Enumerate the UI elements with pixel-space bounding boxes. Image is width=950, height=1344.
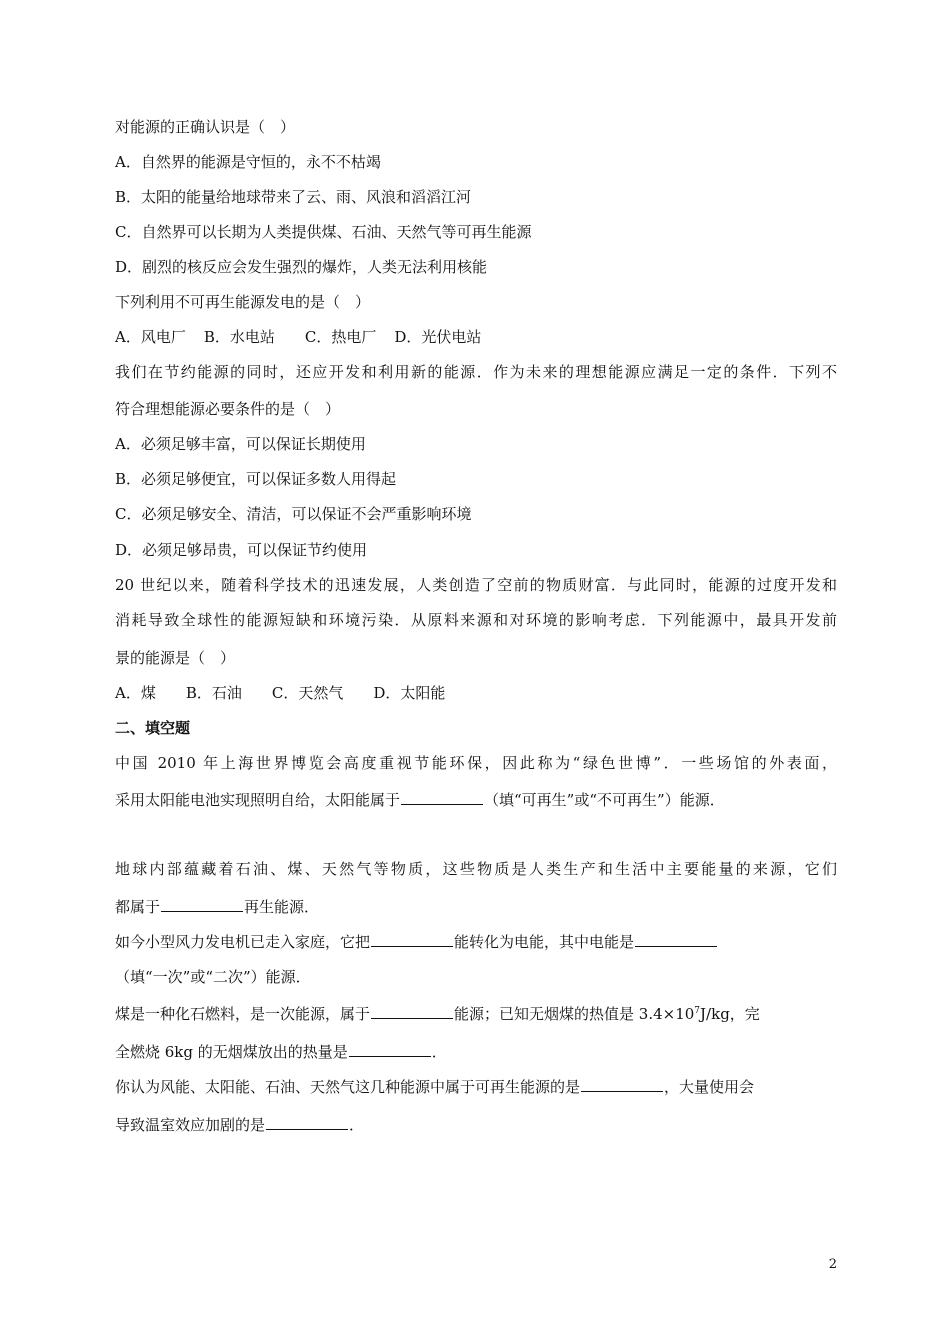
q2-options — [115, 327, 481, 347]
q4-option-d: D．太阳能 — [373, 684, 446, 702]
f2-line2: 都属于 再生能源． — [115, 898, 320, 916]
q2-option-d: D．光伏电站 — [394, 328, 482, 346]
answer-blank — [349, 1042, 431, 1057]
q1-option-a: A．自然界的能源是守恒的，永不不枯竭 — [115, 153, 381, 171]
q3-option-b: B．必须足够便宜，可以保证多数人用得起 — [115, 470, 397, 488]
q4-option-b: B．石油 — [185, 684, 242, 702]
q1-option-b: B．太阳的能量给地球带来了云、雨、风浪和滔滔江河 — [115, 188, 472, 206]
answer-blank — [581, 1077, 663, 1092]
q4-stem-line1: 20 世纪以来，随着科学技术的迅速发展，人类创造了空前的物质财富．与此同时，能源的过度开发和 — [115, 576, 837, 594]
q1-option-d: D．剧烈的核反应会发生强烈的爆炸，人类无法利用核能 — [115, 258, 488, 276]
f2-line1: 地球内部蕴藏着石油、煤、天然气等物质，这些物质是人类生产和生活中主要能量的来源，它们 — [115, 860, 837, 878]
q1-option-c: C．自然界可以长期为人类提供煤、石油、天然气等可再生能源 — [115, 223, 532, 241]
answer-blank — [161, 897, 243, 912]
f5-line1: 你认为风能、太阳能、石油、天然气这几种能源中属于可再生能源的是 ，大量使用会 — [115, 1078, 755, 1096]
q3-stem-line1: 我们在节约能源的同时，还应开发和利用新的能源．作为未来的理想能源应满足一定的条件．下列不 — [115, 363, 837, 381]
f4-line1: 煤是一种化石燃料，是一次能源，属于 能源；已知无烟煤的热值是 $3.4\times 10^7J/kg$，完 — [115, 1005, 760, 1023]
answer-blank — [266, 1115, 348, 1130]
q2-option-c: C．热电厂 — [304, 328, 377, 346]
f1-line2: 采用太阳能电池实现照明自给，太阳能属于 （填“可再生”或“不可再生”）能源． — [115, 791, 725, 809]
q2-stem: 下列利用不可再生能源发电的是（ ） — [115, 293, 371, 311]
f3-line1: 如今小型风力发电机已走入家庭，它把 能转化为电能，其中电能是 — [115, 932, 718, 952]
f1-line1: 中国 2010 年上海世界博览会高度重视节能环保，因此称为“绿色世博”．一些场馆的外表面， — [115, 754, 837, 772]
answer-blank — [371, 932, 453, 947]
f5-line2: 导致温室效应加剧的是 ． — [115, 1116, 365, 1134]
q4-option-a: A．煤 — [115, 684, 156, 702]
q4-options — [115, 683, 445, 703]
q3-option-a: A．必须足够丰富，可以保证长期使用 — [115, 435, 366, 453]
f4-line2: 全燃烧 6kg 的无烟煤放出的热量是 ． — [115, 1043, 447, 1061]
q4-option-c: C．天然气 — [271, 684, 344, 702]
answer-blank — [635, 932, 717, 947]
page-number: 2 — [828, 1257, 837, 1272]
exponent: 7 — [694, 1006, 701, 1016]
q3-stem-line2: 符合理想能源必要条件的是（ ） — [115, 400, 341, 418]
answer-blank — [371, 1004, 453, 1019]
q4-stem-line2: 消耗导致全球性的能源短缺和环境污染．从原料来源和对环境的影响考虑．下列能源中，最具开发前 — [115, 611, 837, 629]
q2-option-b: B．水电站 — [203, 328, 275, 346]
answer-blank — [401, 790, 483, 805]
section-heading: 二、填空题 — [115, 719, 191, 737]
q1-stem: 对能源的正确认识是（ ） — [115, 118, 296, 136]
q2-option-a: A．风电厂 — [115, 328, 186, 346]
q4-stem-line3: 景的能源是（ ） — [115, 649, 236, 667]
q3-option-d: D．必须足够昂贵，可以保证节约使用 — [115, 541, 368, 559]
f3-line2: （填“一次”或“二次”）能源． — [115, 968, 311, 986]
q3-option-c: C．必须足够安全、清洁，可以保证不会严重影响环境 — [115, 505, 472, 523]
